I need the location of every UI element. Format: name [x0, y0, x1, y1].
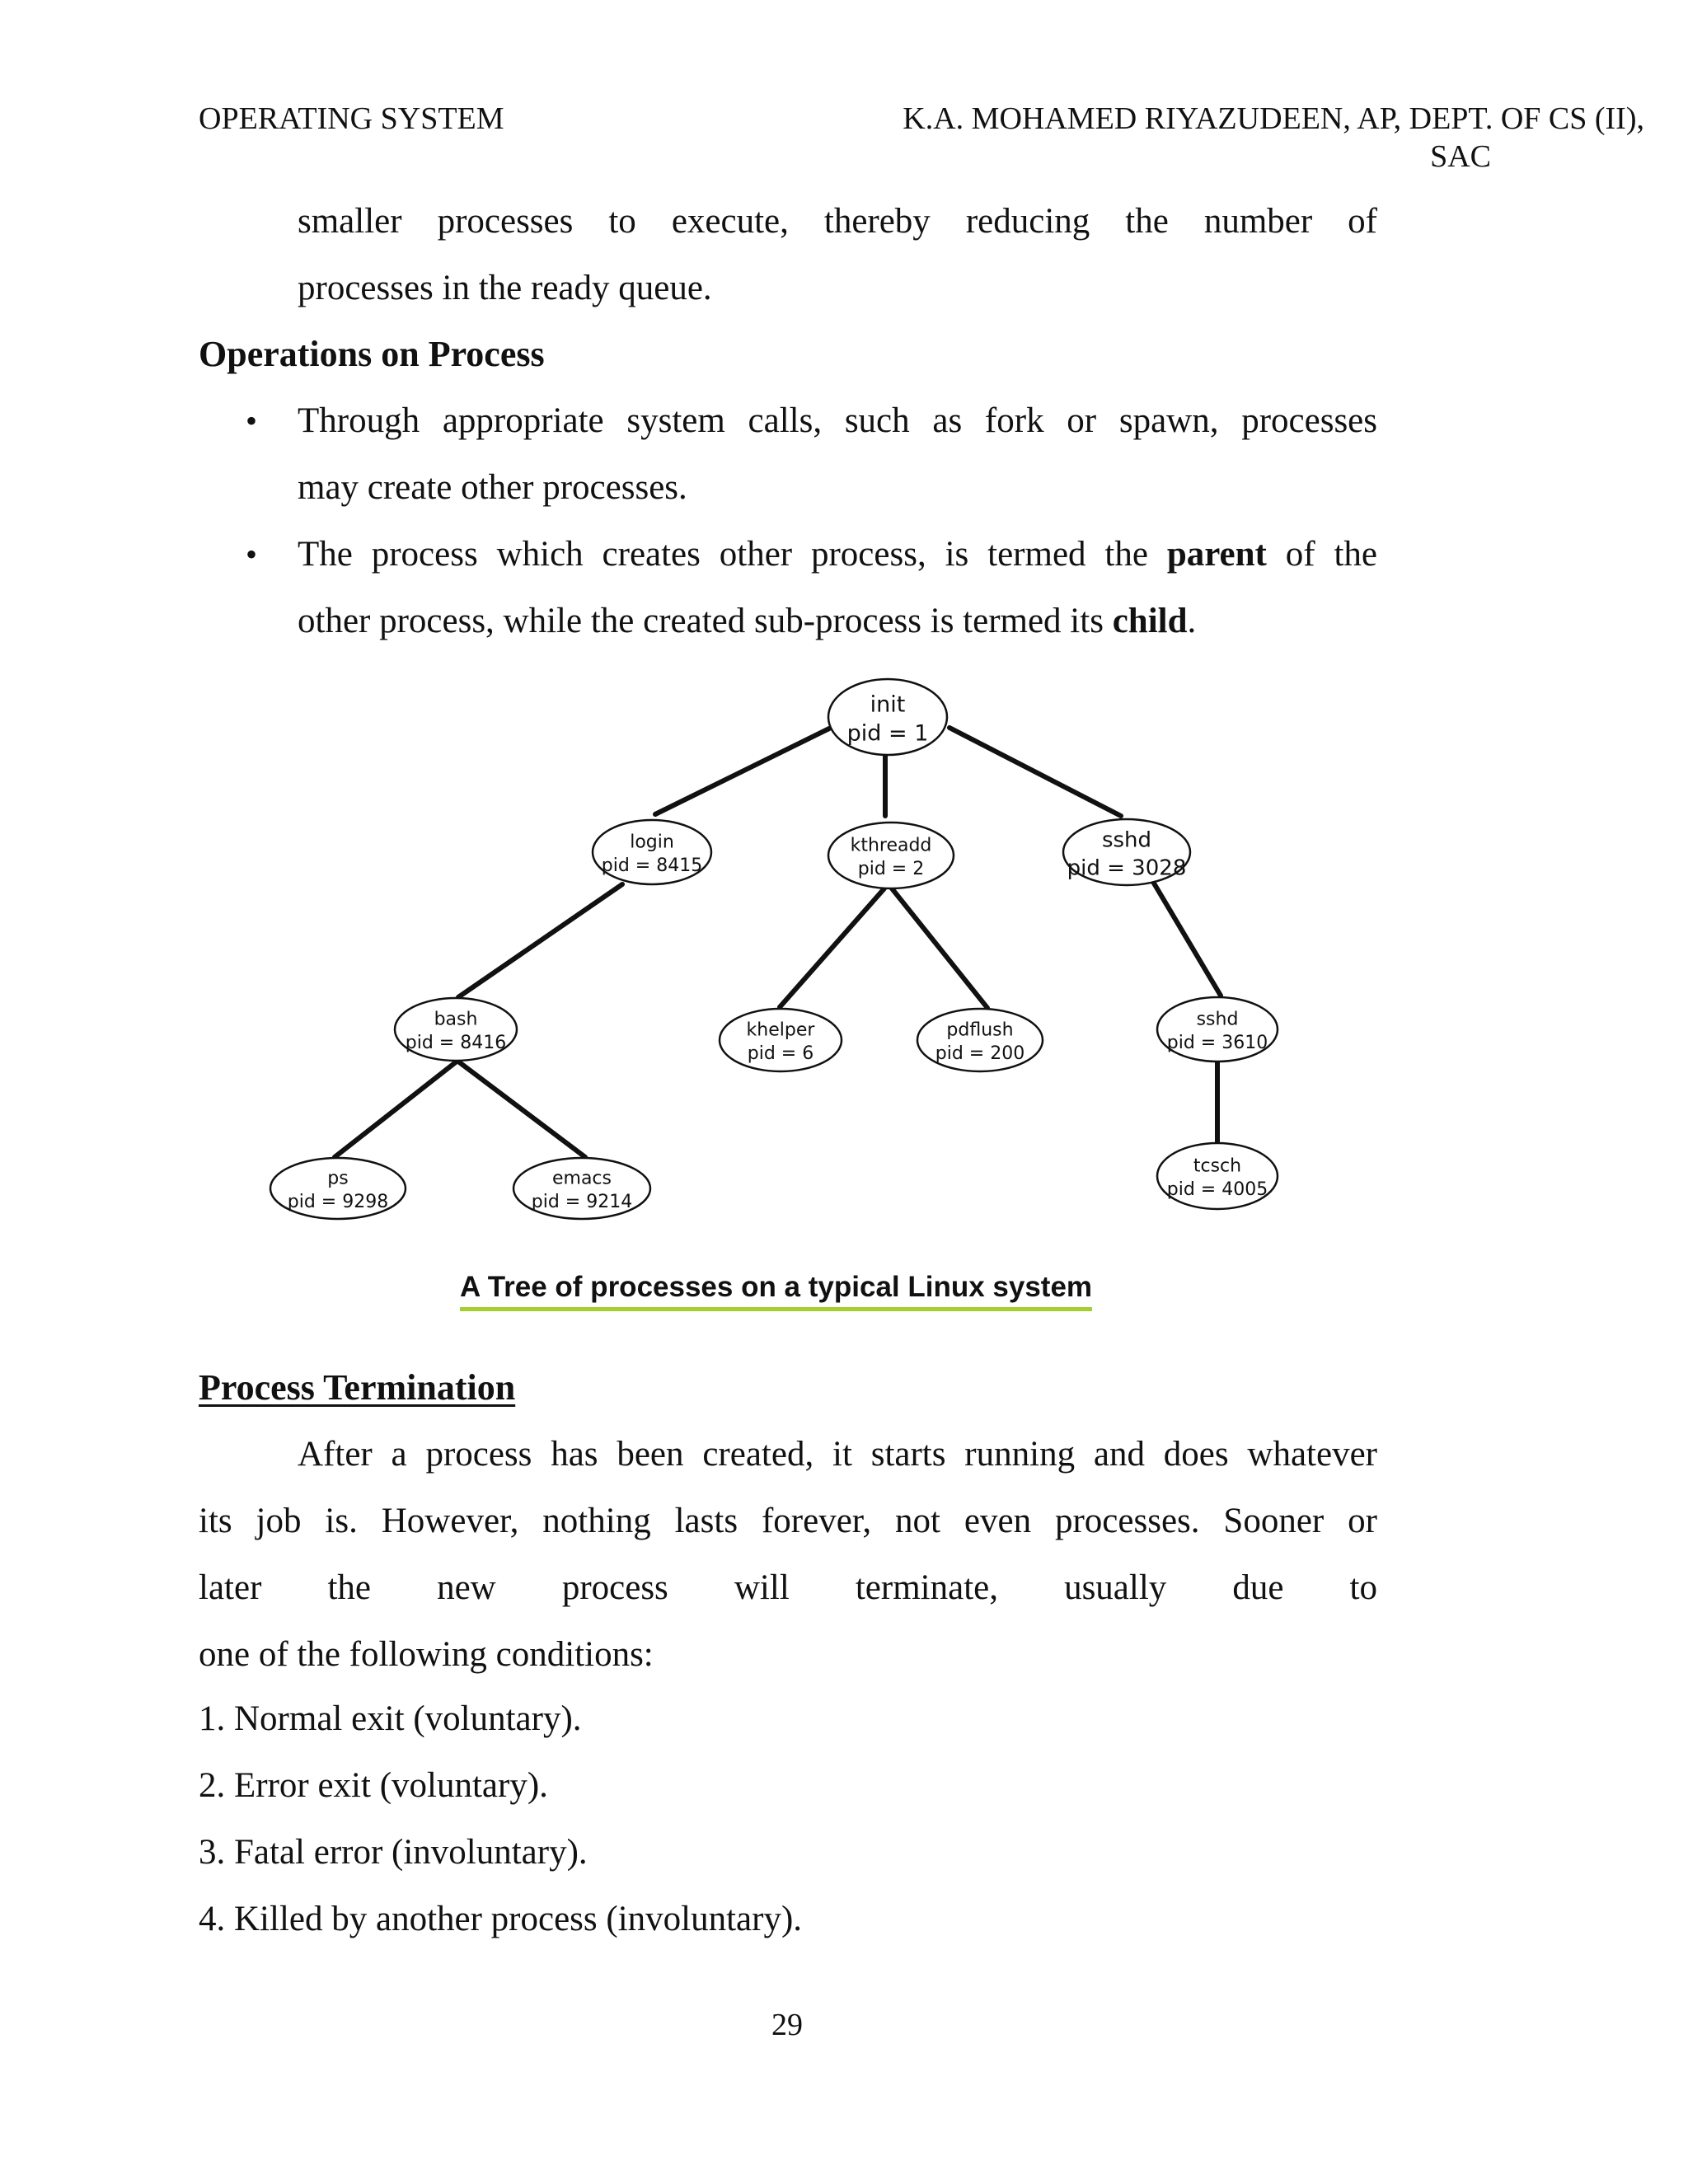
- header-institution: SAC: [1430, 139, 1491, 174]
- process-node-ps: [270, 1158, 406, 1219]
- process-node-khelper: [720, 1009, 842, 1071]
- bullet-2-text-c: other process, while the created sub-process is termed its: [298, 602, 1113, 640]
- process-tree-diagram: [247, 659, 1319, 1327]
- bullet-2-marker: •: [246, 536, 258, 573]
- bullet-2-line-2: [298, 588, 1377, 654]
- termination-line-1: After a process has been created, it starts running and does whatever: [298, 1435, 1377, 1474]
- bullet-1-line-1: Through appropriate system calls, such as fork or spawn, processes: [298, 401, 1377, 440]
- termination-line-4: one of the following conditions:: [199, 1635, 654, 1674]
- bullet-1-marker: •: [246, 402, 258, 439]
- process-pid-label: pid = 8416: [405, 1033, 507, 1054]
- termination-line-3: later the new process will terminate, usually due to: [199, 1568, 1377, 1607]
- process-name-label: emacs: [551, 1168, 612, 1189]
- process-pid-label: pid = 3610: [1166, 1033, 1268, 1054]
- process-pid-label: pid = 8415: [601, 855, 703, 877]
- process-pid-label: pid = 9214: [531, 1192, 633, 1213]
- diagram-caption: A Tree of processes on a typical Linux system: [460, 1269, 1092, 1311]
- process-name-label: sshd: [1196, 1009, 1239, 1030]
- process-name-label: pdflush: [946, 1019, 1014, 1041]
- bullet-2-text-a: The process which creates other process, is termed the: [298, 535, 1167, 574]
- process-node-sshd2: [1157, 997, 1278, 1062]
- process-pid-label: pid = 4005: [1166, 1179, 1268, 1201]
- process-pid-label: pid = 3028: [1067, 855, 1187, 881]
- termination-line-2: its job is. However, nothing lasts forever, not even processes. Sooner or: [199, 1502, 1377, 1540]
- edge-kthreadd-khelper: [780, 888, 884, 1007]
- edge-bash-ps: [335, 1062, 457, 1157]
- process-node-sshd1: [1063, 819, 1190, 885]
- bullet-1-line-2: may create other processes.: [298, 468, 687, 507]
- process-name-label: kthreadd: [850, 835, 932, 856]
- header-subject: OPERATING SYSTEM: [199, 101, 504, 136]
- process-name-label: ps: [327, 1168, 349, 1189]
- condition-4: 4. Killed by another process (involuntary).: [199, 1900, 803, 1938]
- process-node-init: [828, 679, 947, 755]
- process-node-tcsch: [1157, 1143, 1278, 1209]
- edge-sshd1-sshd2: [1153, 882, 1221, 996]
- page-number: 29: [771, 2008, 803, 2042]
- process-node-kthreadd: [828, 823, 954, 888]
- edge-kthreadd-pdflush: [892, 888, 987, 1008]
- bullet-2-text-d: .: [1187, 602, 1197, 640]
- process-name-label: khelper: [746, 1019, 815, 1041]
- bullet-2-line-1: [298, 521, 1377, 588]
- tree-edges: [335, 728, 1221, 1157]
- section-heading-termination: Process Termination: [199, 1367, 516, 1408]
- edge-init-login: [655, 729, 829, 814]
- condition-1: 1. Normal exit (voluntary).: [199, 1699, 582, 1738]
- process-name-label: tcsch: [1193, 1155, 1242, 1177]
- process-pid-label: pid = 2: [857, 859, 925, 880]
- process-node-pdflush: [917, 1009, 1043, 1071]
- edge-login-bash: [458, 884, 622, 997]
- process-pid-label: pid = 9298: [287, 1192, 389, 1213]
- process-node-login: [593, 820, 711, 884]
- intro-line-1: smaller processes to execute, thereby reducing the number of: [298, 202, 1377, 241]
- term-child: child: [1112, 602, 1188, 640]
- bullet-2-text-b: of the: [1266, 535, 1377, 574]
- process-pid-label: pid = 200: [935, 1043, 1025, 1065]
- process-name-label: login: [630, 832, 674, 853]
- intro-line-2: processes in the ready queue.: [298, 269, 712, 307]
- process-node-emacs: [513, 1158, 650, 1219]
- process-node-bash: [395, 998, 517, 1061]
- process-pid-label: pid = 6: [747, 1043, 814, 1065]
- process-pid-label: pid = 1: [846, 720, 929, 747]
- section-heading-operations: Operations on Process: [199, 334, 545, 374]
- process-name-label: sshd: [1101, 827, 1152, 853]
- condition-3: 3. Fatal error (involuntary).: [199, 1833, 588, 1872]
- process-name-label: init: [870, 691, 906, 718]
- condition-2: 2. Error exit (voluntary).: [199, 1766, 548, 1805]
- process-name-label: bash: [434, 1009, 478, 1030]
- edge-init-sshd1: [950, 728, 1121, 816]
- header-author: K.A. MOHAMED RIYAZUDEEN, AP, DEPT. OF CS (II),: [903, 101, 1644, 136]
- edge-bash-emacs: [458, 1062, 585, 1157]
- term-parent: parent: [1166, 535, 1267, 574]
